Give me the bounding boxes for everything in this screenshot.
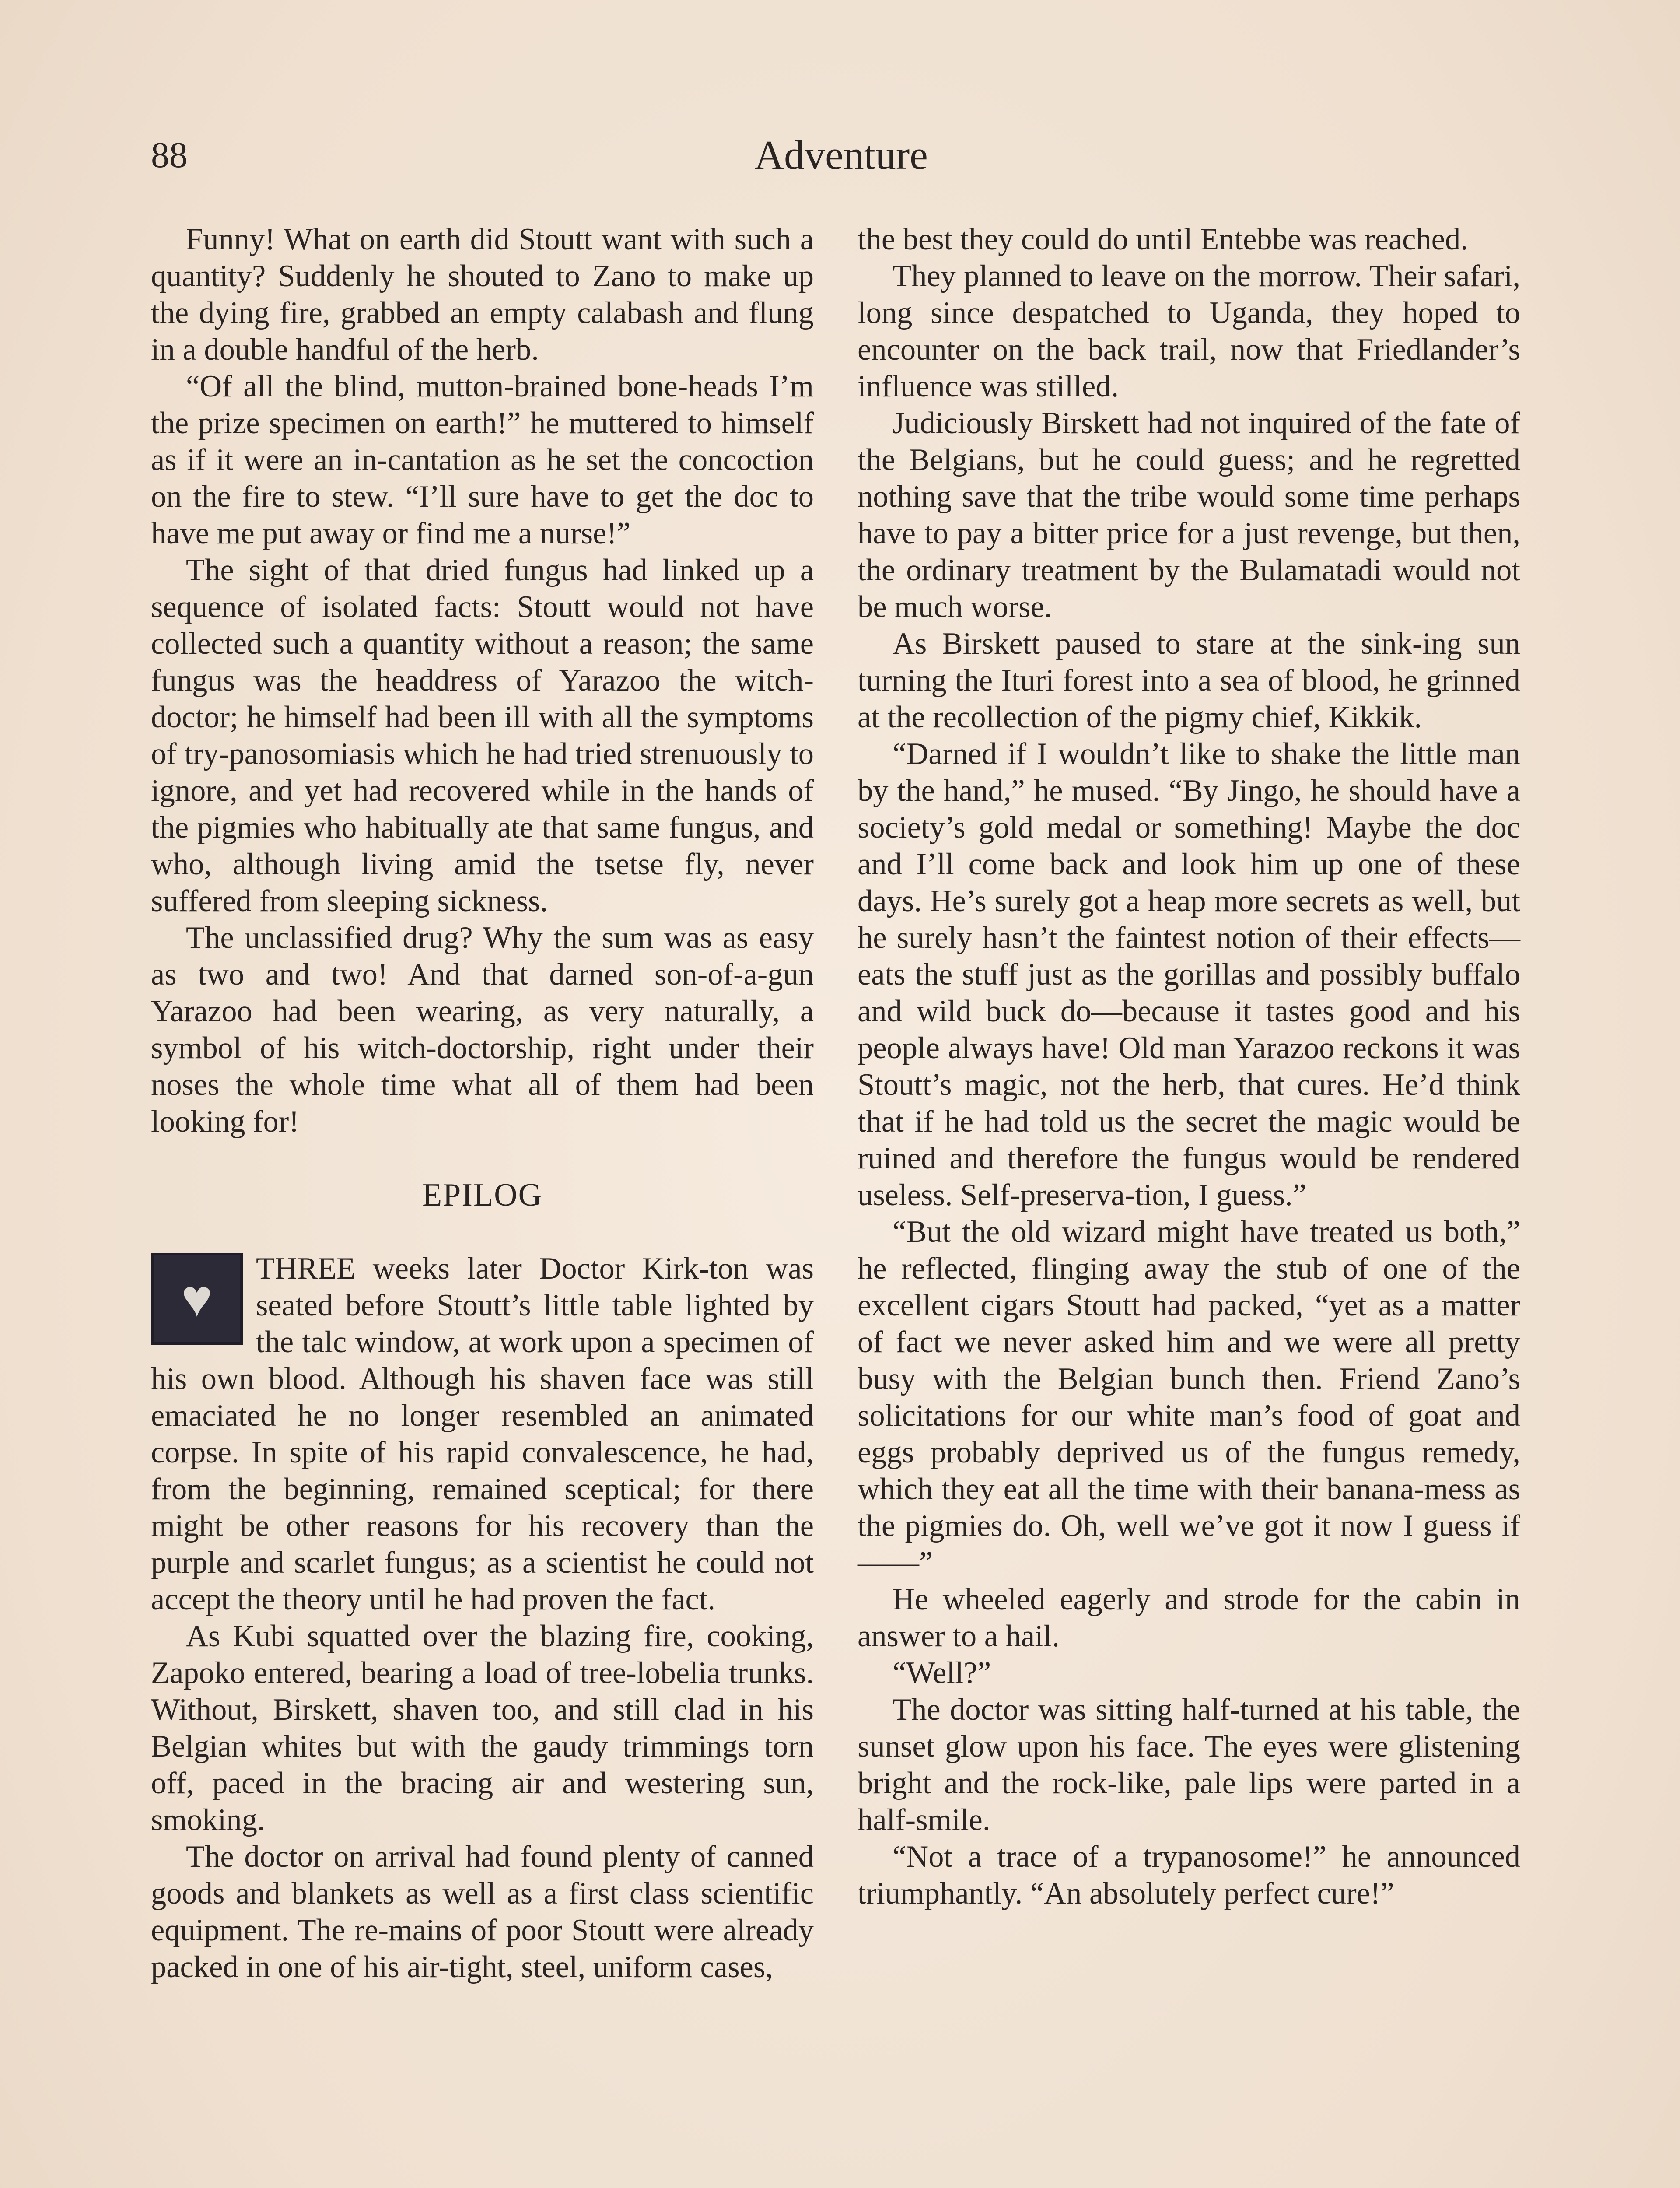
ornamental-heart-icon: ♥ bbox=[151, 1253, 243, 1345]
paragraph: Judiciously Birskett had not inquired of the fate of the Belgians, but he could guess; and he regretted nothing save that the tribe would some time perhaps have to pay a bitter price for a just revenge, but then, the ordinary treatment by the Bulamatadi would not be much worse. bbox=[858, 406, 1520, 624]
paragraph: The doctor was sitting half-turned at his table, the sunset glow upon his face. The eyes were glistening bright and the rock-like, pale lips were parted in a half-smile. bbox=[858, 1693, 1520, 1837]
section-heading: EPILOG bbox=[422, 1177, 543, 1213]
paragraph: The sight of that dried fungus had linked up a sequence of isolated facts: Stoutt would not have collected such a quantity without a reason; the same fungus was the headdress of Yarazoo the witch-doctor; he himself had been ill with all the symptoms of try-panosomiasis which he had tried strenuously to ignore, and yet had recovered while in the hands of the pigmies who habitually ate that same fungus, and who, although living amid the tsetse fly, never suffered from sleeping sickness. bbox=[151, 553, 814, 918]
paragraph: “Of all the blind, mutton-brained bone-heads I’m the prize specimen on earth!” he muttered to himself as if it were an in-cantation as he set the concoction on the fire to stew. “I’ll sure have to get the doc to have me put away or find me a nurse!” bbox=[151, 369, 814, 551]
paragraph: The doctor on arrival had found plenty of canned goods and blankets as well as a first class scientific equipment. The re-mains of poor Stoutt were already packed in one of his air-tight, steel, uniform cases, bbox=[151, 1840, 814, 1984]
paragraph: As Birskett paused to stare at the sink-ing sun turning the Ituri forest into a sea of blood, he grinned at the recollection of the pigmy chief, Kikkik. bbox=[858, 627, 1520, 734]
paragraph: “Well?” bbox=[892, 1656, 991, 1690]
paragraph: As Kubi squatted over the blazing fire, cooking, Zapoko entered, bearing a load of tree-lobelia trunks. Without, Birskett, shaven too, and still clad in his Belgian whites but with the gaudy trimmings torn off, paced in the bracing air and westering sun, smoking. bbox=[151, 1619, 814, 1837]
left-column bbox=[151, 221, 814, 1985]
paragraph: “Not a trace of a trypanosome!” he announced triumphantly. “An absolutely perfect cure!” bbox=[858, 1840, 1520, 1911]
running-title: Adventure bbox=[754, 133, 928, 178]
paragraph: “But the old wizard might have treated us both,” he reflected, flinging away the stub of one of the excellent cigars Stoutt had packed, “yet as a matter of fact we never asked him and we were all pretty busy with the Belgian bunch then. Friend Zano’s solicitations for our white man’s food of goat and eggs probably deprived us of the fungus remedy, which they eat all the time with their banana-mess as the pigmies do. Oh, well we’ve got it now I guess if——” bbox=[858, 1215, 1520, 1580]
paragraph-text: THREE weeks later Doctor Kirk-ton was seated before Stoutt’s little table lighted by the talc window, at work upon a specimen of his own blood. Although his shaven face was still emaciated he no longer resembled an animated corpse. In spite of his rapid convalescence, he had, from the beginning, remained sceptical; for there might be other reasons for his recovery than the purple and scarlet fungus; as a scientist he could not accept the theory until he had proven the fact. bbox=[151, 1252, 814, 1616]
paragraph: They planned to leave on the morrow. Their safari, long since despatched to Uganda, they hoped to encounter on the back trail, now that Friedlander’s influence was stilled. bbox=[858, 259, 1520, 403]
paragraph: Funny! What on earth did Stoutt want with such a quantity? Suddenly he shouted to Zano to make up the dying fire, grabbed an empty calabash and flung in a double handful of the herb. bbox=[151, 222, 814, 367]
continued-paragraph: the best they could do until Entebbe was reached. bbox=[858, 222, 1468, 256]
right-column bbox=[858, 221, 1520, 1912]
epilog-opening-paragraph bbox=[151, 1250, 814, 1618]
page-number: 88 bbox=[151, 135, 188, 175]
paragraph: “Darned if I wouldn’t like to shake the little man by the hand,” he mused. “By Jingo, he should have a society’s gold medal or something! Maybe the doc and I’ll come back and look him up one of these days. He’s surely got a heap more secrets as well, but he surely hasn’t the faintest notion of their effects—eats the stuff just as the gorillas and possibly buffalo and wild buck do—because it tastes good and his people always have! Old man Yarazoo reckons it was Stoutt’s magic, not the herb, that cures. He’d think that if he had told us the secret the magic would be ruined and therefore the fungus would be rendered useless. Self-preserva-tion, I guess.” bbox=[858, 737, 1520, 1212]
paragraph: The unclassified drug? Why the sum was as easy as two and two! And that darned son-of-a-gun Yarazoo had been wearing, as very naturally, a symbol of his witch-doctorship, right under their noses the whole time what all of them had been looking for! bbox=[151, 921, 814, 1139]
paragraph: He wheeled eagerly and strode for the cabin in answer to a hail. bbox=[858, 1582, 1520, 1653]
page-header bbox=[151, 127, 1531, 184]
